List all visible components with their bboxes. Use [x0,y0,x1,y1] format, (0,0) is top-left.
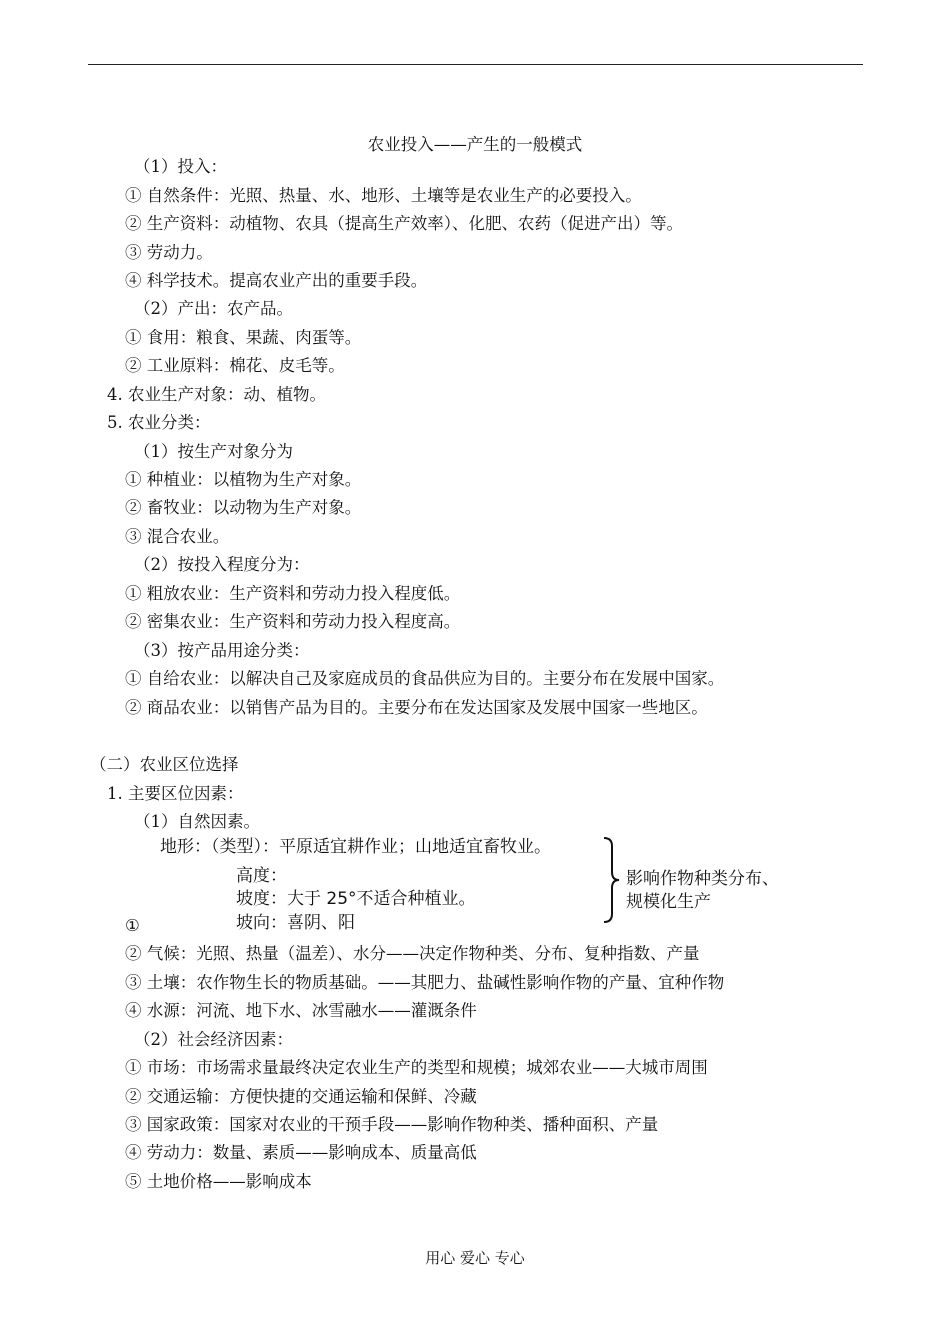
text-line: 1. 主要区位因素： [107,784,244,803]
figure-slope-text: 坡度：大于 25°不适合种植业。 [236,889,476,909]
figure-altitude-text: 高度： [236,866,287,886]
text-line: ② 工业原料：棉花、皮毛等。 [125,356,345,375]
text-line: ① 自给农业：以解决自己及家庭成员的食品供应为目的。主要分布在发展中国家。 [125,669,725,688]
figure-aspect-text: 坡向：喜阴、阳 [236,913,355,933]
text-line: 4. 农业生产对象：动、植物。 [107,385,326,404]
text-line: ④ 水源：河流、地下水、冰雪融水——灌溉条件 [125,1001,477,1020]
figure-effect-line-2: 规模化生产 [626,892,711,912]
text-line: ③ 混合农业。 [125,527,230,546]
text-line: ① [125,916,140,935]
text-line: ④ 劳动力：数量、素质——影响成本、质量高低 [125,1143,477,1162]
terrain-factor-figure [160,832,820,932]
header-rule [88,64,863,65]
text-line: ② 畜牧业：以动物为生产对象。 [125,498,362,517]
text-line: ② 生产资料：动植物、农具（提高生产效率）、化肥、农药（促进产出）等。 [125,214,683,233]
text-line: （2）社会经济因素： [134,1030,293,1049]
text-line: （2）产出：农产品。 [134,299,293,318]
text-line: ② 交通运输：方便快捷的交通运输和保鲜、冷藏 [125,1087,477,1106]
text-line: （1）按生产对象分为 [134,442,293,461]
section-title: 农业投入——产生的一般模式 [367,135,583,154]
figure-effect-line-1: 影响作物种类分布、 [626,869,779,889]
section-heading: （二）农业区位选择 [90,755,239,774]
text-line: ② 密集农业：生产资料和劳动力投入程度高。 [125,612,461,631]
text-line: ① 粗放农业：生产资料和劳动力投入程度低。 [125,584,461,603]
text-line: ③ 劳动力。 [125,243,213,262]
text-line: （1）投入： [134,157,227,176]
text-line: ④ 科学技术。提高农业产出的重要手段。 [125,271,428,290]
text-line: 5. 农业分类： [107,413,211,432]
text-line: ② 气候：光照、热量（温差）、水分——决定作物种类、分布、复种指数、产量 [125,944,700,963]
figure-terrain-text: 地形：（类型）：平原适宜耕作业；山地适宜畜牧业。 [160,837,551,857]
text-line: ① 市场：市场需求量最终决定农业生产的类型和规模；城郊农业——大城市周围 [125,1058,708,1077]
text-line: ① 自然条件：光照、热量、水、地形、土壤等是农业生产的必要投入。 [125,186,642,205]
text-line: ① 食用：粮食、果蔬、肉蛋等。 [125,328,362,347]
text-line: ② 商品农业：以销售产品为目的。主要分布在发达国家及发展中国家一些地区。 [125,698,708,717]
text-line: ③ 土壤：农作物生长的物质基础。——其肥力、盐碱性影响作物的产量、宜种作物 [125,973,725,992]
page-footer: 用心 爱心 专心 [425,1249,525,1267]
text-line: （1）自然因素。 [134,812,260,831]
curly-brace-icon [600,836,622,924]
text-line: （2）按投入程度分为： [134,555,310,574]
text-line: ① 种植业：以植物为生产对象。 [125,470,362,489]
text-line: （3）按产品用途分类： [134,641,310,660]
text-line: ⑤ 土地价格——影响成本 [125,1172,312,1191]
text-line: ③ 国家政策：国家对农业的干预手段——影响作物种类、播种面积、产量 [125,1115,659,1134]
